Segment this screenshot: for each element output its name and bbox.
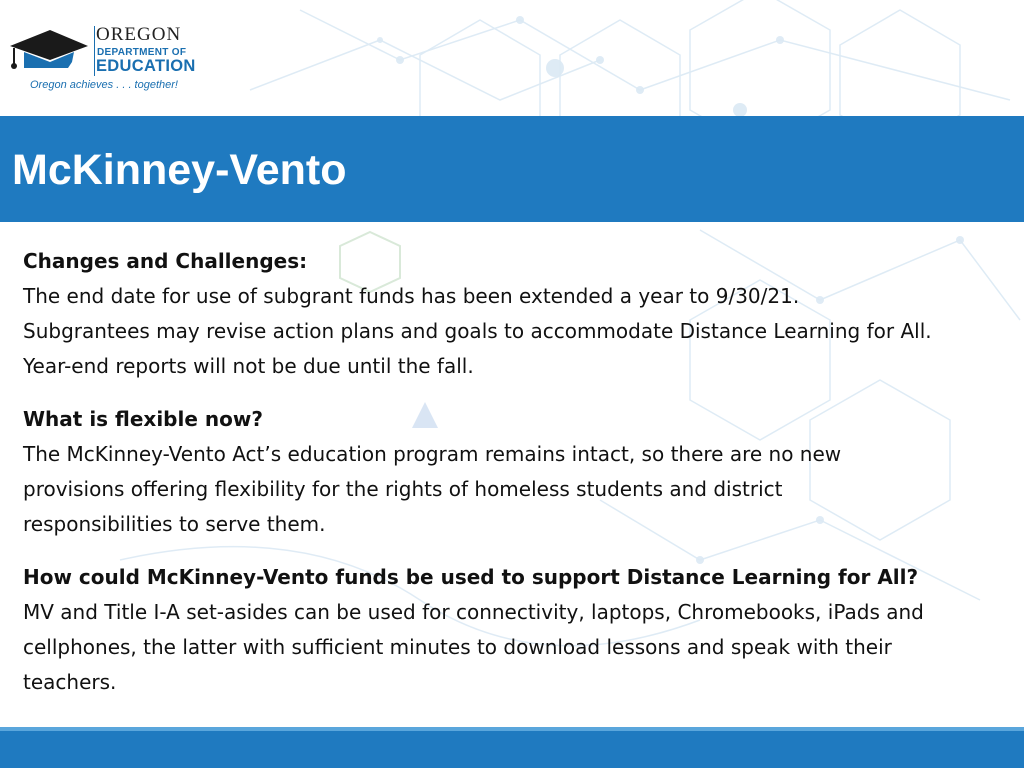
slide-title: McKinney-Vento [12,146,347,194]
body-line: MV and Title I-A set-asides can be used for connectivity, laptops, Chromebooks, iPads and [23,600,924,624]
logo-education-line: EDUCATION [96,57,196,75]
oregon-doe-logo [8,22,198,94]
graduation-cap-oregon-icon [8,24,88,76]
logo-state-name: OREGON [96,24,182,45]
footer-band [0,727,1024,768]
section-funds-usage [23,560,1013,700]
section-heading: Changes and Challenges: [23,249,308,273]
body-line: Year-end reports will not be due until the fall. [23,354,474,378]
section-changes-challenges [23,244,1013,384]
body-line: provisions offering flexibility for the rights of homeless students and district [23,477,783,501]
logo-department-line: DEPARTMENT OF [97,47,187,58]
logo-divider [94,26,95,76]
body-line: The McKinney-Vento Act’s education program remains intact, so there are no new [23,442,842,466]
section-heading: What is flexible now? [23,407,263,431]
slide-body [23,244,1013,718]
body-line: cellphones, the latter with sufficient minutes to download lessons and speak with their [23,635,892,659]
section-heading: How could McKinney-Vento funds be used to support Distance Learning for All? [23,565,919,589]
body-line: teachers. [23,670,117,694]
section-what-is-flexible [23,402,1013,542]
body-line: Subgrantees may revise action plans and goals to accommodate Distance Learning for All. [23,319,932,343]
body-line: responsibilities to serve them. [23,512,326,536]
logo-tagline: Oregon achieves . . . together! [30,79,178,91]
body-line: The end date for use of subgrant funds has been extended a year to 9/30/21. [23,284,800,308]
